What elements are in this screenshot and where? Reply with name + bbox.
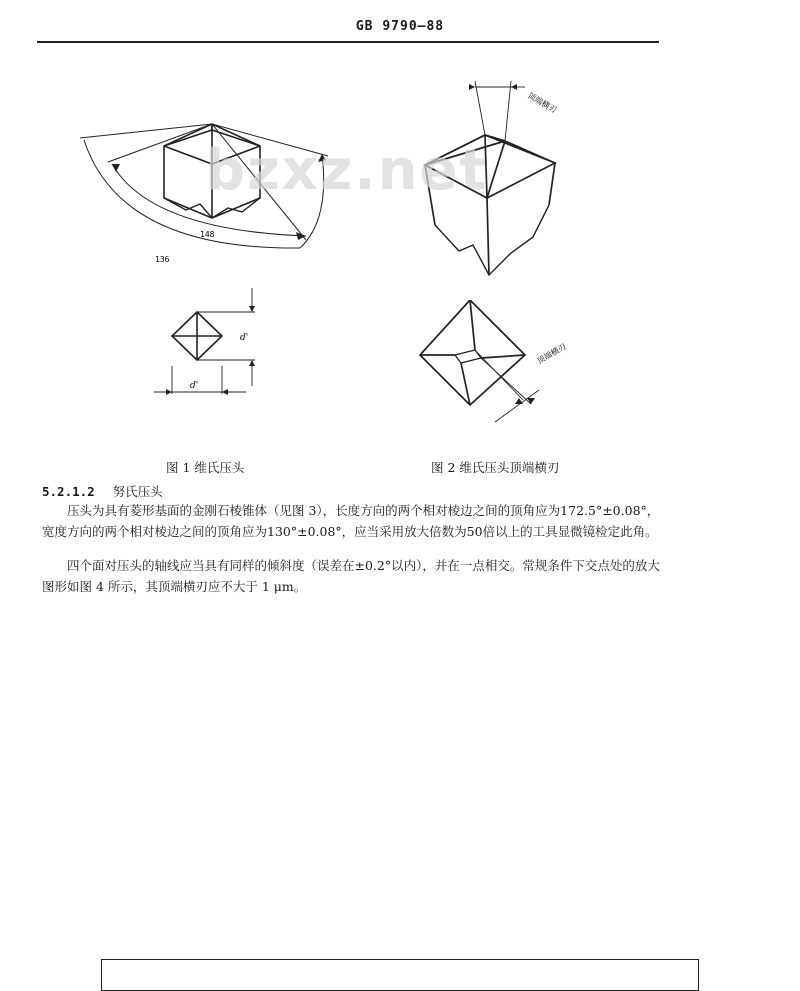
header-rule (37, 41, 659, 43)
paragraph-1: 压头为具有菱形基面的金刚石棱锥体（见图 3），长度方向的两个相对棱边之间的顶角应为172.5°±0.08°，宽度方向的两个相对棱边之间的顶角应为130°±0.08°，应当采用放大倍数为50倍以上的工具显微镜检定此角。 (42, 503, 660, 539)
dimension-d-vertical: d' (240, 333, 249, 343)
section-number: 5.2.1.2 (42, 484, 95, 499)
angle-inner-label: 148 (200, 230, 215, 239)
page-header-title: GB 9790—88 (355, 19, 445, 34)
angle-outer-label: 136 (155, 255, 170, 264)
figure-1-caption: 图 1 维氏压头 (166, 460, 245, 475)
chisel-edge-top-label: 顶端横刃 (526, 90, 559, 115)
section-title: 努氏压头 (112, 484, 163, 499)
watermark: bzxz.net (205, 138, 489, 203)
figure-2-chisel-edge-plan (415, 300, 605, 430)
figure-1-indenter-plan (150, 282, 280, 402)
dimension-d-horizontal: d' (190, 381, 199, 391)
bottom-frame (101, 959, 699, 991)
section-heading (42, 482, 163, 500)
figure-2-caption: 图 2 维氏压头顶端横刃 (431, 460, 560, 475)
chisel-edge-bottom-label: 顶端横刃 (535, 341, 568, 366)
paragraph-2: 四个面对压头的轴线应当具有同样的倾斜度（误差在±0.2°以内），并在一点相交。常规条件下交点处的放大图形如图 4 所示，其顶端横刃应不大于 1 μm。 (42, 558, 660, 594)
